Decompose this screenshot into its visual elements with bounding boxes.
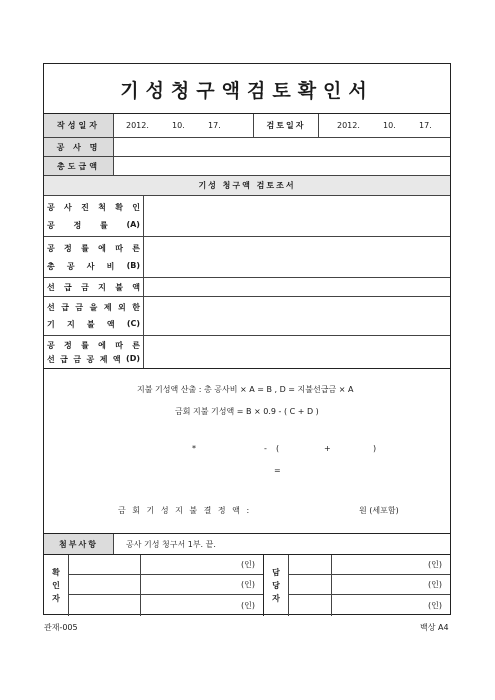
review-date-year: 2012. (337, 121, 360, 130)
formula-current-payment: 금회 지불 기성액 = B × 0.9 - ( C + D ) (175, 407, 319, 416)
calc-open-paren: ( (276, 444, 280, 453)
review-section-header: 기성 청구액 검토조서 (44, 176, 450, 195)
review-row-progress-rate (44, 196, 450, 237)
review-row-total-cost (44, 237, 450, 278)
paper-size: 백상 A4 (420, 623, 449, 632)
manager-seal-1[interactable]: (인) (428, 560, 442, 569)
confirmer-name-3[interactable] (69, 595, 141, 616)
attachment-label: 첨부사항 (44, 534, 114, 554)
manager-row-2 (289, 575, 450, 595)
confirmer-name-2[interactable] (69, 575, 141, 594)
review-row-previous-paid (44, 297, 450, 336)
manager-seal-2[interactable]: (인) (428, 580, 442, 589)
confirmer-row-3 (69, 595, 263, 616)
project-name-row (44, 138, 450, 157)
formula-payment-calc: 지불 기성액 산출 : 총 공사비 × A = B , D = 지불선급금 × A (137, 385, 354, 394)
advance-paid-field[interactable] (144, 278, 450, 296)
total-amount-label: 총도급액 (44, 157, 114, 175)
manager-label: 담 당 자 (264, 555, 289, 616)
written-date-year: 2012. (126, 121, 149, 130)
manager-seal-3[interactable]: (인) (428, 601, 442, 610)
review-date-day: 17. (419, 121, 432, 130)
manager-name-1[interactable] (289, 555, 332, 574)
previous-paid-field[interactable] (144, 297, 450, 335)
total-cost-field[interactable] (144, 237, 450, 277)
document-title: 기성청구액검토확인서 (120, 80, 374, 102)
attachment-row (44, 534, 450, 555)
review-header-row (44, 176, 450, 196)
document-frame (43, 63, 451, 615)
project-name-field[interactable] (114, 138, 450, 156)
manager-name-2[interactable] (289, 575, 332, 594)
advance-paid-label-line1: 선 급 금 지 불 액 (47, 282, 140, 292)
total-cost-label-line2: 총 공 사 비 (B) (47, 260, 140, 271)
advance-deduction-label (44, 336, 144, 368)
written-date-month: 10. (172, 121, 185, 130)
calc-close-paren: ) (373, 444, 377, 453)
total-cost-label (44, 237, 144, 277)
payment-decision-label: 금 회 기 성 지 불 결 정 액 : (118, 506, 252, 515)
advance-deduction-field[interactable] (144, 336, 450, 368)
written-date-day: 17. (208, 121, 221, 130)
progress-rate-label-line1: 공 사 진 척 확 인 (47, 202, 140, 212)
manager-name-3[interactable] (289, 595, 332, 616)
payment-decision-unit: 원 (세포함) (359, 506, 399, 515)
total-amount-row (44, 157, 450, 176)
calc-minus: - (264, 444, 267, 453)
previous-paid-label-line2: 기 지 불 액 (C) (47, 319, 140, 329)
calc-plus: + (324, 444, 331, 453)
written-date-label: 작성일자 (44, 114, 114, 137)
progress-rate-field[interactable] (144, 196, 450, 236)
signature-area (44, 555, 450, 616)
date-row (44, 114, 450, 138)
review-date-month: 10. (383, 121, 396, 130)
previous-paid-label-line1: 선 급 금 을 제 외 한 (47, 303, 140, 312)
form-code: 관재-005 (44, 623, 78, 632)
previous-paid-label (44, 297, 144, 335)
title-row (44, 64, 450, 114)
confirmer-seal-1[interactable]: (인) (241, 560, 255, 569)
progress-rate-label-line2: 공 정 률 (A) (47, 219, 140, 230)
review-row-advance-paid (44, 278, 450, 297)
confirmer-seal-2[interactable]: (인) (241, 580, 255, 589)
advance-deduction-label-line1: 공 정 률 에 따 른 (47, 340, 140, 350)
calculation-area (44, 369, 450, 534)
confirmer-label: 확 인 자 (44, 555, 69, 616)
calc-star: * (192, 444, 196, 453)
advance-paid-label (44, 278, 144, 296)
review-row-advance-deduction (44, 336, 450, 369)
manager-row-3 (289, 595, 450, 616)
progress-rate-label (44, 196, 144, 236)
total-cost-label-line1: 공 정 률 에 따 른 (47, 243, 140, 253)
advance-deduction-label-line2: 선 급 금 공 제 액 (D) (47, 353, 140, 364)
calc-equals: = (274, 466, 281, 475)
confirmer-seal-3[interactable]: (인) (241, 601, 255, 610)
total-amount-field[interactable] (114, 157, 450, 175)
confirmer-row-2 (69, 575, 263, 595)
confirmer-name-1[interactable] (69, 555, 141, 574)
review-date-label: 검토일자 (254, 114, 319, 137)
review-date-value[interactable] (319, 114, 450, 137)
attachment-value: 공사 기성 청구서 1부. 끝. (126, 539, 216, 549)
project-name-label: 공 사 명 (44, 138, 114, 156)
written-date-value[interactable] (114, 114, 254, 137)
manager-row-1 (289, 555, 450, 575)
confirmer-row-1 (69, 555, 263, 575)
